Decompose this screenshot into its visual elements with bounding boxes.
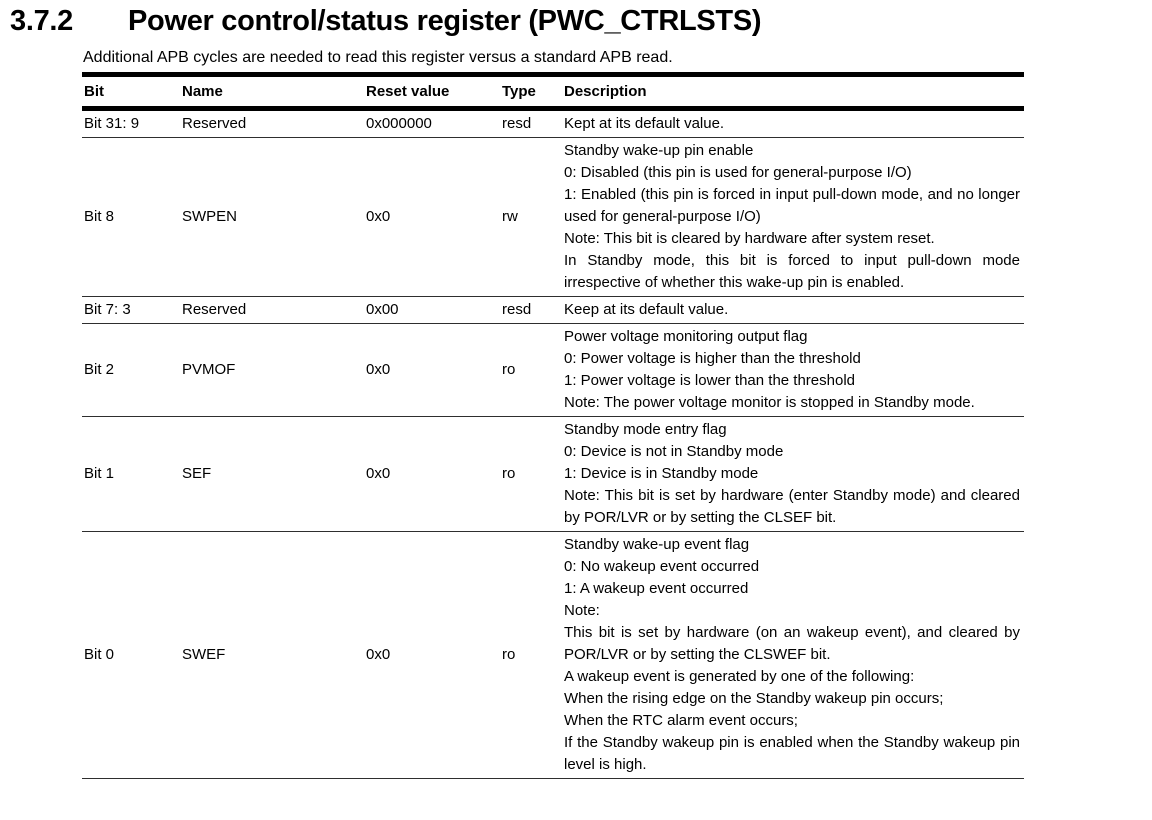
description-line: 1: Power voltage is lower than the threshold: [564, 372, 855, 389]
table-header-row: [82, 75, 1024, 109]
bit-cell: Bit 1: [84, 465, 115, 482]
description-cell: [562, 532, 1024, 779]
description-cell: [562, 297, 1024, 324]
description-cell: [562, 417, 1024, 532]
description-cell: [562, 138, 1024, 297]
type-cell: resd: [502, 115, 532, 132]
description-line: Note: This bit is cleared by hardware after system reset.: [564, 230, 935, 247]
type-cell: ro: [502, 646, 516, 663]
bit-cell: Bit 8: [84, 208, 115, 225]
description-line: Note: This bit is set by hardware (enter Standby mode) and cleared by POR/LVR or by setting the CLSEF bit.: [564, 487, 1020, 526]
intro-text: Additional APB cycles are needed to read this register versus a standard APB read.: [83, 49, 673, 66]
table-body: [82, 109, 1024, 779]
description-line: 0: No wakeup event occurred: [564, 558, 760, 575]
description-line: 1: Device is in Standby mode: [564, 465, 759, 482]
register-table: [82, 72, 1024, 779]
description-line: If the Standby wakeup pin is enabled when the Standby wakeup pin level is high.: [564, 734, 1020, 773]
table-row: [82, 138, 1024, 297]
name-cell: Reserved: [182, 115, 247, 132]
reset-value-cell: 0x00: [366, 301, 399, 318]
name-cell: PVMOF: [182, 361, 236, 378]
section-title: Power control/status register (PWC_CTRLSTS): [128, 5, 762, 37]
name-cell: SWEF: [182, 646, 226, 663]
reset-value-cell: 0x0: [366, 208, 391, 225]
reset-value-cell: 0x0: [366, 465, 391, 482]
section-number: 3.7.2: [10, 5, 73, 37]
description-line: Standby wake-up event flag: [564, 536, 750, 553]
description-line: Power voltage monitoring output flag: [564, 328, 808, 345]
reset-value-cell: 0x000000: [366, 115, 432, 132]
description-line: When the RTC alarm event occurs;: [564, 712, 798, 729]
description-line: When the rising edge on the Standby wakeup pin occurs;: [564, 690, 944, 707]
description-line: A wakeup event is generated by one of the following:: [564, 668, 915, 685]
description-line: Note:: [564, 602, 600, 619]
description-line: This bit is set by hardware (on an wakeup event), and cleared by POR/LVR or by setting the CLSWEF bit.: [564, 624, 1020, 663]
bit-cell: Bit 31: 9: [84, 115, 140, 132]
description-line: Standby mode entry flag: [564, 421, 727, 438]
description-line: In Standby mode, this bit is forced to input pull-down mode irrespective of whether this wake-up pin is enabled.: [564, 252, 1020, 291]
description-line: 0: Power voltage is higher than the threshold: [564, 350, 861, 367]
description-line: Keep at its default value.: [564, 301, 729, 318]
reset-value-cell: 0x0: [366, 361, 391, 378]
name-cell: Reserved: [182, 301, 247, 318]
description-cell: [562, 109, 1024, 138]
col-header-name: Name: [182, 83, 223, 100]
table-row: [82, 109, 1024, 138]
table-header: [82, 75, 1024, 109]
type-cell: ro: [502, 361, 516, 378]
description-line: 0: Disabled (this pin is used for general-purpose I/O): [564, 164, 912, 181]
section-heading: [10, 5, 1152, 37]
description-line: 0: Device is not in Standby mode: [564, 443, 784, 460]
description-cell: [562, 324, 1024, 417]
reset-value-cell: 0x0: [366, 646, 391, 663]
col-header-type: Type: [502, 83, 536, 100]
description-line: Kept at its default value.: [564, 115, 725, 132]
type-cell: rw: [502, 208, 518, 225]
type-cell: ro: [502, 465, 516, 482]
col-header-reset-value: Reset value: [366, 83, 450, 100]
table-row: [82, 297, 1024, 324]
bit-cell: Bit 2: [84, 361, 115, 378]
description-line: Standby wake-up pin enable: [564, 142, 754, 159]
description-line: Note: The power voltage monitor is stopped in Standby mode.: [564, 394, 975, 411]
col-header-description: Description: [564, 83, 647, 100]
description-line: 1: Enabled (this pin is forced in input pull-down mode, and no longer used for general-purpose I/O): [564, 186, 1020, 225]
table-row: [82, 324, 1024, 417]
type-cell: resd: [502, 301, 532, 318]
col-header-bit: Bit: [84, 83, 104, 100]
bit-cell: Bit 7: 3: [84, 301, 131, 318]
table-row: [82, 532, 1024, 779]
name-cell: SEF: [182, 465, 212, 482]
description-line: 1: A wakeup event occurred: [564, 580, 749, 597]
table-row: [82, 417, 1024, 532]
bit-cell: Bit 0: [84, 646, 115, 663]
name-cell: SWPEN: [182, 208, 238, 225]
